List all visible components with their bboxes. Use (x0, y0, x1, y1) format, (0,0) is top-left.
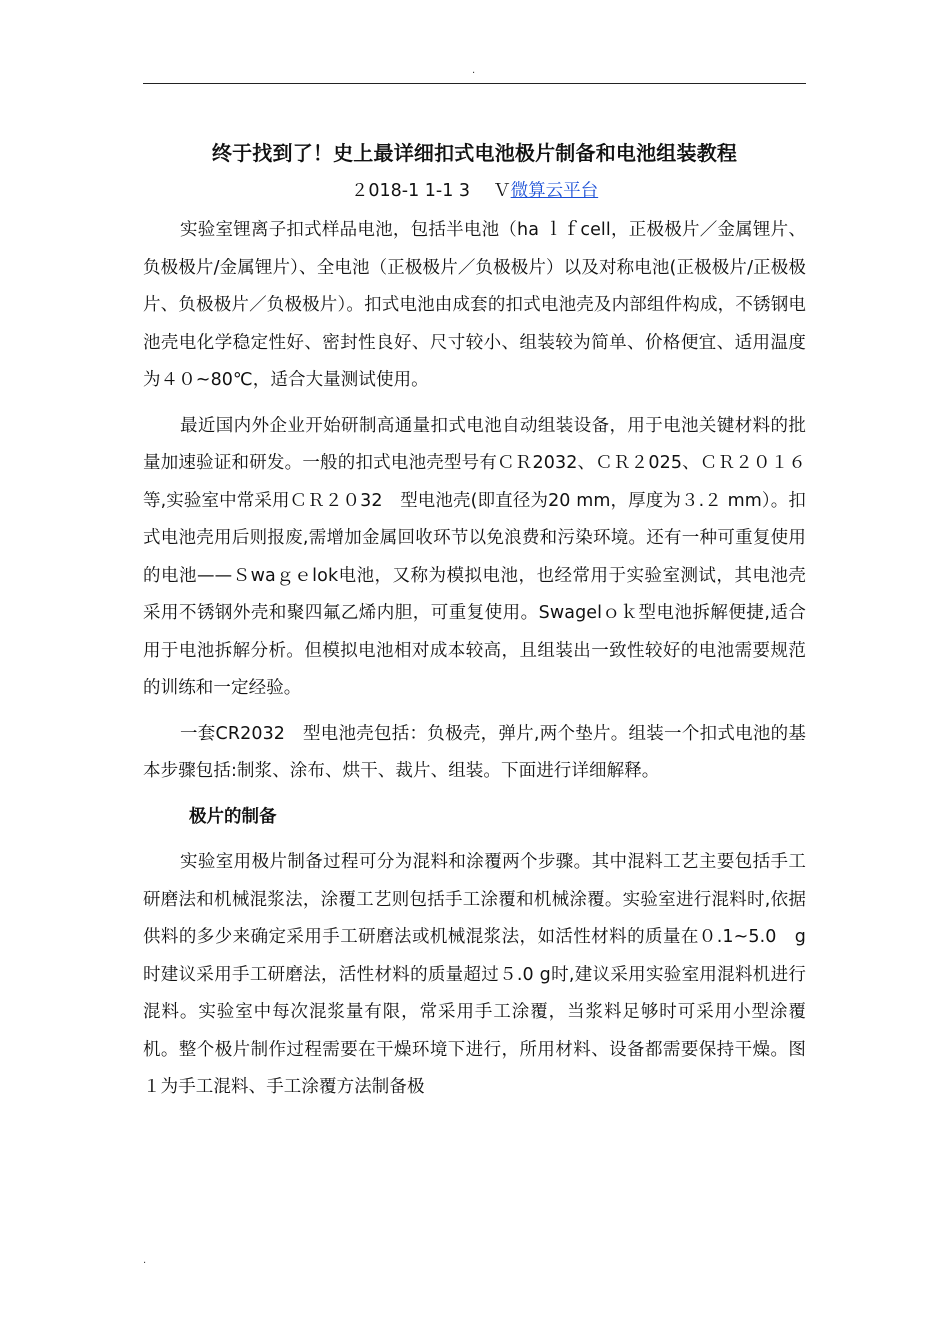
source-prefix: Ｖ (493, 181, 511, 201)
section-heading: 极片的制备 (189, 806, 277, 827)
header-rule (143, 83, 806, 84)
paragraph-section-1: 实验室用极片制备过程可分为混料和涂覆两个步骤。其中混料工艺主要包括手工研磨法和机械混浆法，涂覆工艺则包括手工涂覆和机械涂覆。实验室进行混料时,依据供料的多少来确定采用手工研磨法或机械混浆法，如活性材料的质量在０.1~5.0 g时建议采用手工研磨法，活性材料的质量超过５.0 g时,建议采用实验室用混料机进行混料。实验室中每次混浆量有限，常采用手工涂覆，当浆料足够时可采用小型涂覆机。整个极片制作过程需要在干燥环境下进行，所用材料、设备都需要保持干燥。图１为手工混料、手工涂覆方法制备极 (143, 852, 806, 1097)
paragraph-intro-3: 一套CR2032 型电池壳包括：负极壳，弹片,两个垫片。组装一个扣式电池的基本步骤包括:制浆、涂布、烘干、裁片、组装。下面进行详细解释。 (143, 723, 806, 781)
article-title: 终于找到了！史上最详细扣式电池极片制备和电池组装教程 (211, 141, 738, 165)
footer-mark: . (143, 1255, 147, 1266)
source-link[interactable]: 微算云平台 (510, 181, 599, 201)
paragraph-intro-1: 实验室锂离子扣式样品电池，包括半电池（ha ｌｆcell，正极极片／金属锂片、负极极片/金属锂片）、全电池（正极极片／负极极片）以及对称电池(正极极片/正极极片、负极极片／负极极片）。扣式电池由成套的扣式电池壳及内部组件构成，不锈钢电池壳电化学稳定性好、密封性良好、尺寸较小、组装较为简单、价格便宜、适用温度为４０~80℃，适合大量测试使用。 (143, 220, 806, 390)
article-body (143, 136, 806, 1107)
article-meta (143, 176, 806, 206)
paragraph-intro-2: 最近国内外企业开始研制高通量扣式电池自动组装设备，用于电池关键材料的批量加速验证和研发。一般的扣式电池壳型号有ＣＲ2032、ＣＲ２025、ＣＲ２０１６等,实验室中常采用ＣＲ２０32 型电池壳(即直径为20 mm，厚度为３.２ mm）。扣式电池壳用后则报废,需增加金属回收环节以免浪费和污染环境。还有一种可重复使用的电池——Ｓwaｇｅlok电池，又称为模拟电池，也经常用于实验室测试，其电池壳采用不锈钢外壳和聚四氟乙烯内胆，可重复使用。Swagelｏｋ型电池拆解便捷,适合用于电池拆解分析。但模拟电池相对成本较高，且组装出一致性较好的电池需要规范的训练和一定经验。 (143, 415, 806, 698)
article-date: ２018-1 1-1 3 (350, 181, 471, 201)
header-mark: . (472, 65, 476, 76)
